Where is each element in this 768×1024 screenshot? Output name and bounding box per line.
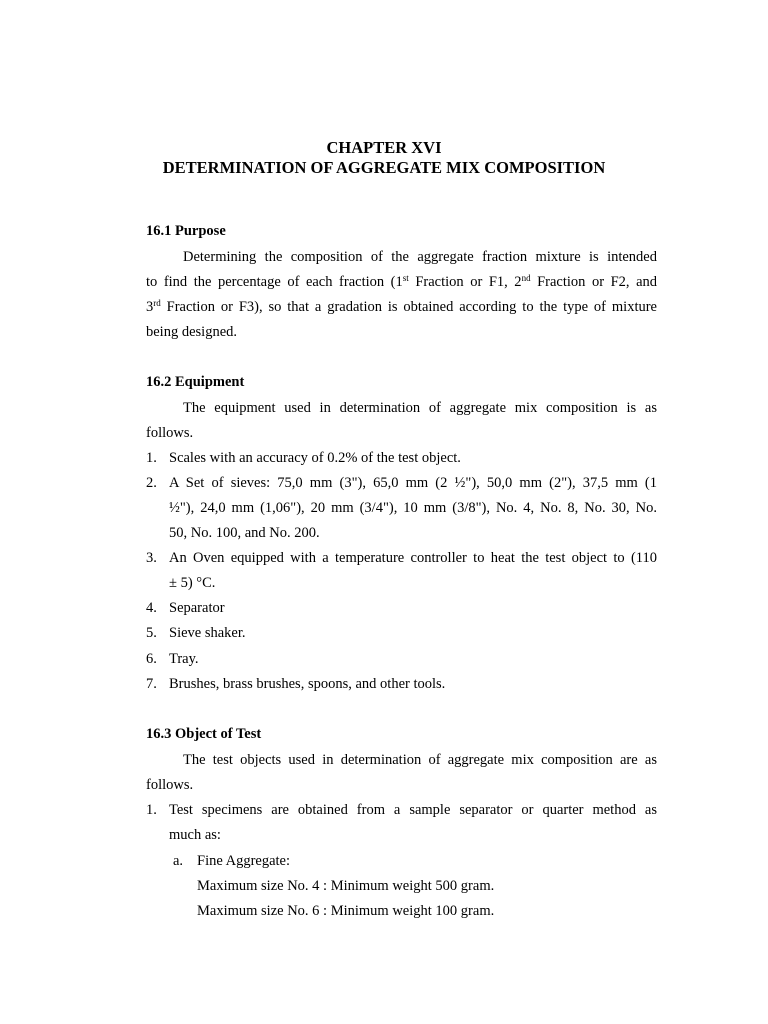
equipment-item-2-line-1: A Set of sieves: 75,0 mm (3"), 65,0 mm (2 ½"), 50,0 mm (2"), 37,5 mm (1 [169,475,657,491]
object-intro-line-1: The test objects used in determination of aggregate mix composition are as [183,752,657,768]
equipment-item-4-line-1: Separator [169,600,225,616]
purpose-line-1: Determining the composition of the aggregate fraction mixture is intended [183,249,657,265]
superscript-st: st [402,273,409,283]
object-subitem-a-title: Fine Aggregate: [197,853,291,869]
equipment-item-3-number: 3. [146,550,157,566]
object-intro-line-2: follows. [146,777,194,793]
equipment-intro-line-2: follows. [146,425,194,441]
equipment-item-6-line-1: Tray. [169,651,199,667]
superscript-nd: nd [521,273,531,283]
section-heading-object-of-test: 16.3 Object of Test [146,726,262,742]
object-subitem-a-line-1: Maximum size No. 4 : Minimum weight 500 gram. [197,878,495,894]
section-heading-purpose: 16.1 Purpose [146,223,226,239]
object-item-1-line-2: much as: [169,827,221,843]
purpose-line-3-text-c: Fraction or F3), so that a gradation is obtained according to the type of mixture [160,299,657,315]
purpose-line-2-text-c: Fraction or F1, 2 [408,274,522,290]
purpose-line-3 [146,298,657,316]
equipment-item-6-number: 6. [146,651,157,667]
purpose-line-2-text-e: Fraction or F2, and [530,274,658,290]
object-subitem-a-letter: a. [173,853,184,869]
equipment-item-4-number: 4. [146,600,157,616]
object-item-1-line-1: Test specimens are obtained from a sample separator or quarter method as [169,802,657,818]
chapter-title: DETERMINATION OF AGGREGATE MIX COMPOSITION [162,158,606,177]
equipment-item-1-line-1: Scales with an accuracy of 0.2% of the test object. [169,450,461,466]
object-item-1-number: 1. [146,802,157,818]
equipment-item-2-line-2: ½"), 24,0 mm (1,06"), 20 mm (3/4"), 10 mm (3/8"), No. 4, No. 8, No. 30, No. [169,500,657,516]
equipment-item-1-number: 1. [146,450,157,466]
object-subitem-a-line-2: Maximum size No. 6 : Minimum weight 100 gram. [197,903,495,919]
equipment-item-3-line-1: An Oven equipped with a temperature controller to heat the test object to (110 [169,550,657,566]
equipment-item-7-line-1: Brushes, brass brushes, spoons, and other tools. [169,676,446,692]
equipment-item-5-number: 5. [146,625,157,641]
equipment-item-7-number: 7. [146,676,157,692]
chapter-number: CHAPTER XVI [326,138,442,157]
equipment-item-2-number: 2. [146,475,157,491]
equipment-item-5-line-1: Sieve shaker. [169,625,246,641]
purpose-line-4: being designed. [146,324,238,340]
superscript-rd: rd [153,298,161,308]
purpose-line-2-text-a: to find the percentage of each fraction (1 [146,274,403,290]
purpose-line-3-text-a: 3 [146,299,154,315]
section-heading-equipment: 16.2 Equipment [146,374,245,390]
equipment-item-2-line-3: 50, No. 100, and No. 200. [169,525,320,541]
equipment-item-3-line-2: ± 5) °C. [169,575,216,591]
equipment-intro-line-1: The equipment used in determination of aggregate mix composition is as [183,400,657,416]
purpose-line-2 [146,273,657,291]
